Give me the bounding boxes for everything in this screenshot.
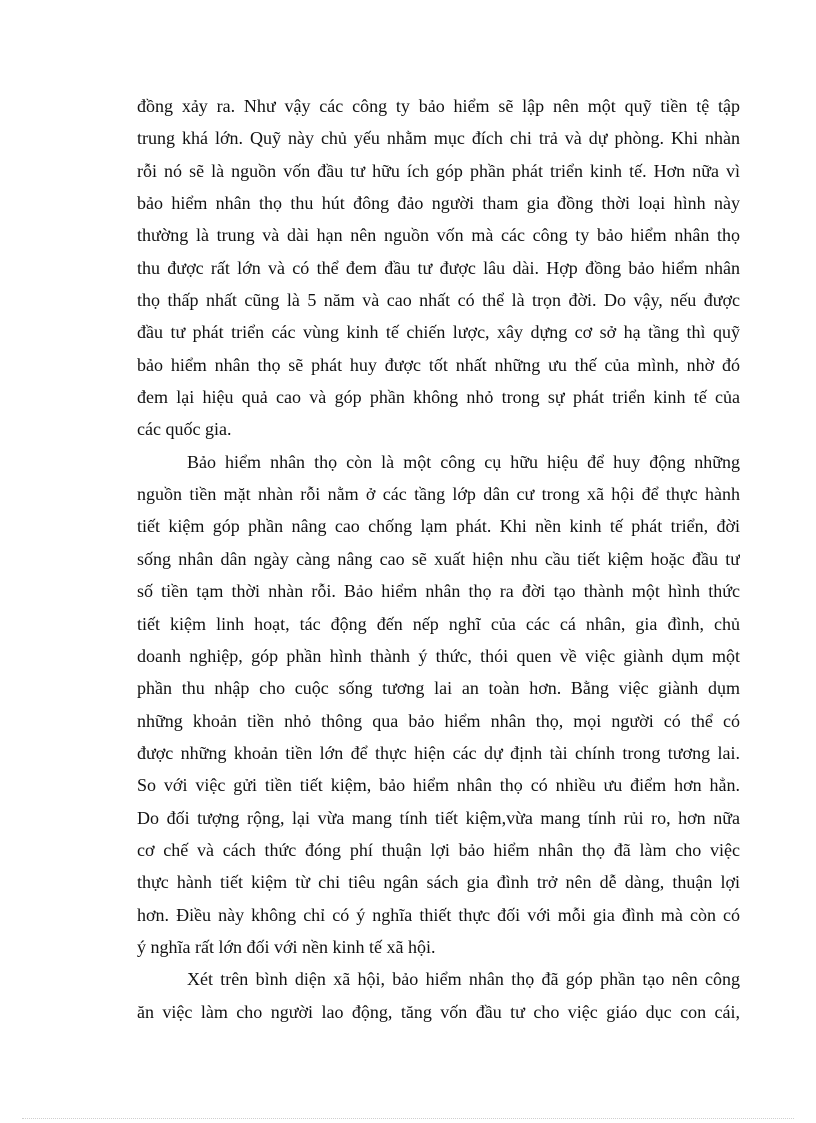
text-line: So với việc gửi tiền tiết kiệm, bảo hiểm nhân thọ có nhiều ưu điểm hơn hẳn.	[137, 775, 740, 796]
text-line: thường là trung và dài hạn nên nguồn vốn mà các công ty bảo hiểm nhân thọ	[137, 225, 740, 246]
text-line: thực hành tiết kiệm từ chi tiêu ngân sách gia đình trở nên dễ dàng, thuận lợi	[137, 872, 740, 893]
text-line: nguồn tiền mặt nhàn rỗi nằm ở các tầng lớp dân cư trong xã hội để thực hành	[137, 484, 740, 505]
text-line: trung khá lớn. Quỹ này chủ yếu nhằm mục đích chi trả và dự phòng. Khi nhàn	[137, 128, 740, 149]
text-line: rỗi nó sẽ là nguồn vốn đầu tư hữu ích góp phần phát triển kinh tế. Hơn nữa vì	[137, 160, 740, 181]
text-line: đồng xảy ra. Như vậy các công ty bảo hiểm sẽ lập nên một quỹ tiền tệ tập	[137, 96, 740, 116]
text-line: bảo hiểm nhân thọ sẽ phát huy được tốt nhất những ưu thế của mình, nhờ đó	[137, 354, 740, 375]
text-line: sống nhân dân ngày càng nâng cao sẽ xuất hiện nhu cầu tiết kiệm hoặc đầu tư	[137, 548, 740, 569]
text-line: cơ chế và cách thức đóng phí thuận lợi bảo hiểm nhân thọ đã làm cho việc	[137, 839, 740, 860]
text-line: các quốc gia.	[137, 419, 232, 440]
text-line: tiết kiệm góp phần nâng cao chống lạm phát. Khi nền kinh tế phát triển, đời	[137, 516, 740, 537]
text-line: Do đối tượng rộng, lại vừa mang tính tiết kiệm,vừa mang tính rủi ro, hơn nữa	[137, 807, 740, 828]
paragraph	[137, 963, 740, 1028]
text-line: ý nghĩa rất lớn đối với nền kinh tế xã hội.	[137, 936, 436, 957]
paragraph	[137, 90, 740, 446]
text-line: ăn việc làm cho người lao động, tăng vốn đầu tư cho việc giáo dục con cái,	[137, 1001, 740, 1022]
text-line: Xét trên bình diện xã hội, bảo hiểm nhân thọ đã góp phần tạo nên công	[187, 969, 740, 990]
text-line: thu được rất lớn và có thể đem đầu tư được lâu dài. Hợp đồng bảo hiểm nhân	[137, 257, 740, 278]
text-line: doanh nghiệp, góp phần hình thành ý thức, thói quen về việc giành dụm một	[137, 645, 740, 666]
text-line: được những khoản tiền lớn để thực hiện các dự định tài chính trong tương lai.	[137, 742, 740, 763]
text-line: Bảo hiểm nhân thọ còn là một công cụ hữu hiệu để huy động những	[187, 451, 740, 472]
page-bottom-divider	[22, 1118, 794, 1119]
text-line: bảo hiểm nhân thọ thu hút đông đảo người tham gia đồng thời loại hình này	[137, 193, 740, 214]
text-line: số tiền tạm thời nhàn rỗi. Bảo hiểm nhân thọ ra đời tạo thành một hình thức	[137, 581, 740, 602]
document-body	[137, 90, 740, 1028]
text-line: phần thu nhập cho cuộc sống tương lai an toàn hơn. Bằng việc giành dụm	[137, 678, 740, 699]
text-line: hơn. Điều này không chỉ có ý nghĩa thiết thực đối với mỗi gia đình mà còn có	[137, 904, 740, 925]
text-line: thọ thấp nhất cũng là 5 năm và cao nhất có thể là trọn đời. Do vậy, nếu được	[137, 290, 740, 311]
text-line: những khoản tiền nhỏ thông qua bảo hiểm nhân thọ, mọi người có thể có	[137, 710, 740, 731]
paragraph	[137, 446, 740, 964]
text-line: đầu tư phát triển các vùng kinh tế chiến lược, xây dựng cơ sở hạ tầng thì quỹ	[137, 322, 740, 343]
text-line: đem lại hiệu quả cao và góp phần không nhỏ trong sự phát triển kinh tế của	[137, 387, 740, 408]
text-line: tiết kiệm linh hoạt, tác động đến nếp nghĩ của các cá nhân, gia đình, chủ	[137, 613, 740, 634]
